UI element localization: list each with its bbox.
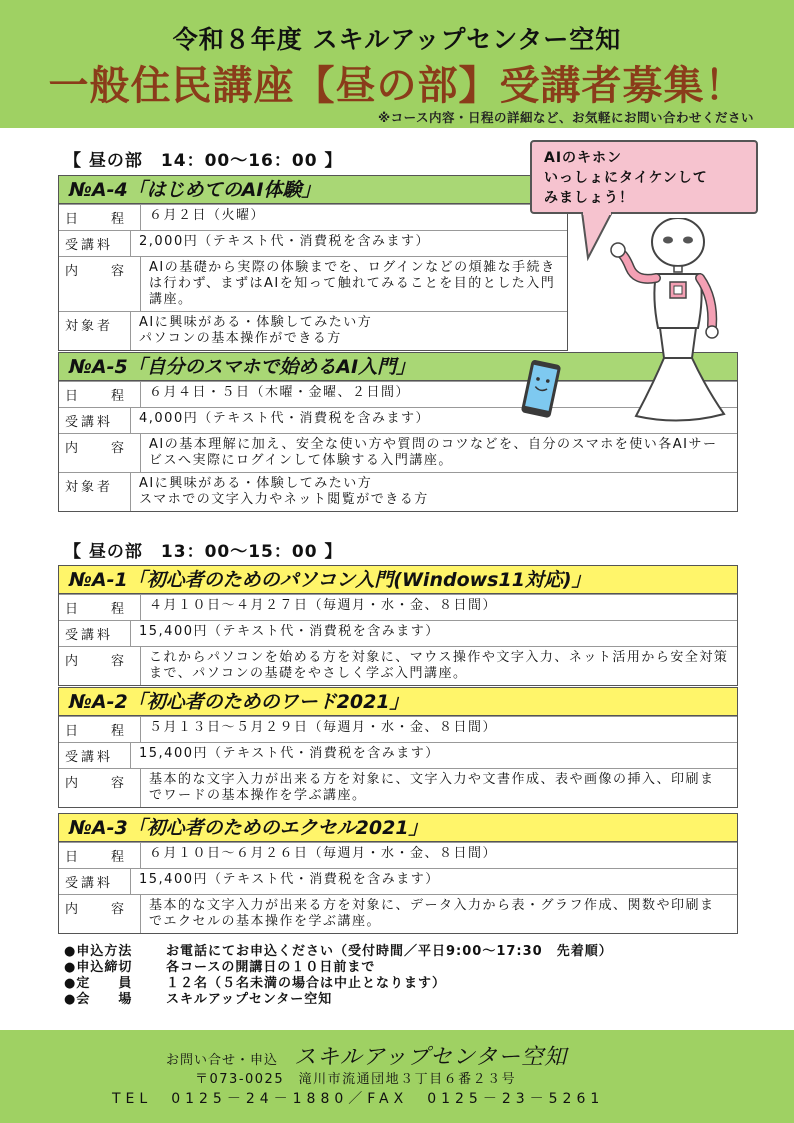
bubble-line-3: みましょう！ — [544, 190, 634, 206]
course-content: 基本的な文字入力が出来る方を対象に、文字入力や文書作成、表や画像の挿入、印刷までワードの基本操作を学ぶ講座。 — [149, 772, 715, 803]
label-fee: 受講料 — [59, 743, 131, 768]
info-row — [64, 992, 613, 1008]
robot-illustration — [596, 218, 746, 428]
course-content: これからパソコンを始める方を対象に、マウス操作や文字入力、ネット活用から安全対策まで、パソコンの基礎をやさしく学ぶ入門講座。 — [149, 650, 729, 681]
label-content: 内 容 — [59, 769, 141, 807]
info-row — [64, 976, 613, 992]
course-a4 — [58, 175, 568, 351]
organization-name: スキルアップセンター空知 — [294, 1045, 568, 1070]
course-fee: 4,000円（テキスト代・消費税を含みます） — [139, 411, 430, 426]
info-label: ●会 場 — [64, 992, 133, 1007]
info-value: スキルアップセンター空知 — [166, 992, 333, 1007]
course-schedule: ６月２日（火曜） — [149, 208, 266, 223]
label-target: 対象者 — [59, 312, 131, 350]
course-schedule: ５月１３日～５月２９日（毎週月・水・金、８日間） — [149, 720, 498, 735]
course-title: №A-5「自分のスマホで始めるAI入門」 — [59, 353, 737, 381]
course-fee: 2,000円（テキスト代・消費税を含みます） — [139, 234, 430, 249]
header-banner — [0, 0, 794, 128]
course-content: 基本的な文字入力が出来る方を対象に、データ入力から表・グラフ作成、関数や印刷までエクセルの基本操作を学ぶ講座。 — [149, 898, 715, 929]
course-title: №A-1「初心者のためのパソコン入門(Windows11対応)」 — [59, 566, 737, 594]
course-target — [131, 312, 567, 350]
course-fee: 15,400円（テキスト代・消費税を含みます） — [139, 624, 440, 639]
target-line-2: パソコンの基本操作ができる方 — [139, 331, 342, 346]
bubble-line-1: AIのキホン — [544, 150, 623, 166]
header-subtitle: 令和８年度 スキルアップセンター空知 — [172, 25, 622, 54]
label-content: 内 容 — [59, 647, 141, 685]
course-a1 — [58, 565, 738, 686]
info-label: ●申込締切 — [64, 960, 133, 975]
label-fee: 受講料 — [59, 408, 131, 433]
label-schedule: 日 程 — [59, 595, 141, 620]
label-fee: 受講料 — [59, 621, 131, 646]
course-a3 — [58, 813, 738, 934]
header-note: ※コース内容・日程の詳細など、お気軽にお問い合わせください — [377, 110, 754, 125]
bubble-text — [544, 148, 708, 208]
section-heading-1: 【 昼の部 14：00～16：00 】 — [64, 151, 343, 171]
label-content: 内 容 — [59, 257, 141, 311]
target-line-1: AIに興味がある・体験してみたい方 — [139, 476, 373, 491]
course-title: №A-3「初心者のためのエクセル2021」 — [59, 814, 737, 842]
label-fee: 受講料 — [59, 231, 131, 256]
header-title: 一般住民講座【昼の部】受講者募集！ — [48, 63, 746, 109]
course-title: №A-4「はじめてのAI体験」 — [59, 176, 567, 204]
course-fee: 15,400円（テキスト代・消費税を含みます） — [139, 746, 440, 761]
label-content: 内 容 — [59, 895, 141, 933]
course-schedule: ６月１０日～６月２６日（毎週月・水・金、８日間） — [149, 846, 498, 861]
footer-banner — [0, 1030, 794, 1123]
footer-address: 〒073-0025 滝川市流通団地３丁目６番２３号 — [195, 1072, 517, 1087]
bubble-line-2: いっしょにタイケンして — [544, 170, 708, 186]
course-content: AIの基礎から実際の体験までを、ログインなどの煩雑な手続きは行わず、まずはAIを知って触れてみることを目的とした入門講座。 — [149, 260, 556, 307]
label-target: 対象者 — [59, 473, 131, 511]
contact-label: お問い合せ・申込 — [166, 1053, 279, 1068]
course-target — [131, 473, 737, 511]
info-row — [64, 944, 613, 960]
info-row — [64, 960, 613, 976]
course-fee: 15,400円（テキスト代・消費税を含みます） — [139, 872, 440, 887]
info-value: お電話にてお申込ください（受付時間／平日9:00～17:30 先着順） — [166, 944, 613, 959]
info-value: １２名（５名未満の場合は中止となります） — [166, 976, 447, 991]
target-line-1: AIに興味がある・体験してみたい方 — [139, 315, 373, 330]
info-label: ●申込方法 — [64, 944, 133, 959]
label-fee: 受講料 — [59, 869, 131, 894]
info-value: 各コースの開講日の１０日前まで — [166, 960, 376, 975]
info-label: ●定 員 — [64, 976, 133, 991]
course-a2 — [58, 687, 738, 808]
footer-phone: TEL 0125－24－1880／FAX 0125－23－5261 — [112, 1091, 605, 1107]
course-schedule: ６月４日・５日（木曜・金曜、２日間） — [149, 385, 411, 400]
speech-bubble — [530, 140, 758, 214]
course-schedule: ４月１０日～４月２７日（毎週月・水・金、８日間） — [149, 598, 498, 613]
target-line-2: スマホでの文字入力やネット閲覧ができる方 — [139, 492, 429, 507]
label-schedule: 日 程 — [59, 717, 141, 742]
label-schedule: 日 程 — [59, 205, 141, 230]
label-schedule: 日 程 — [59, 382, 141, 407]
footer-contact — [166, 1040, 567, 1071]
course-title: №A-2「初心者のためのワード2021」 — [59, 688, 737, 716]
course-content: AIの基本理解に加え、安全な使い方や質問のコツなどを、自分のスマホを使い各AIサービスへ実際にログインして体験する入門講座。 — [149, 437, 718, 468]
label-content: 内 容 — [59, 434, 141, 472]
section-heading-2: 【 昼の部 13：00～15：00 】 — [64, 542, 343, 562]
smartphone-icon — [520, 358, 564, 420]
application-info — [64, 944, 613, 1008]
label-schedule: 日 程 — [59, 843, 141, 868]
